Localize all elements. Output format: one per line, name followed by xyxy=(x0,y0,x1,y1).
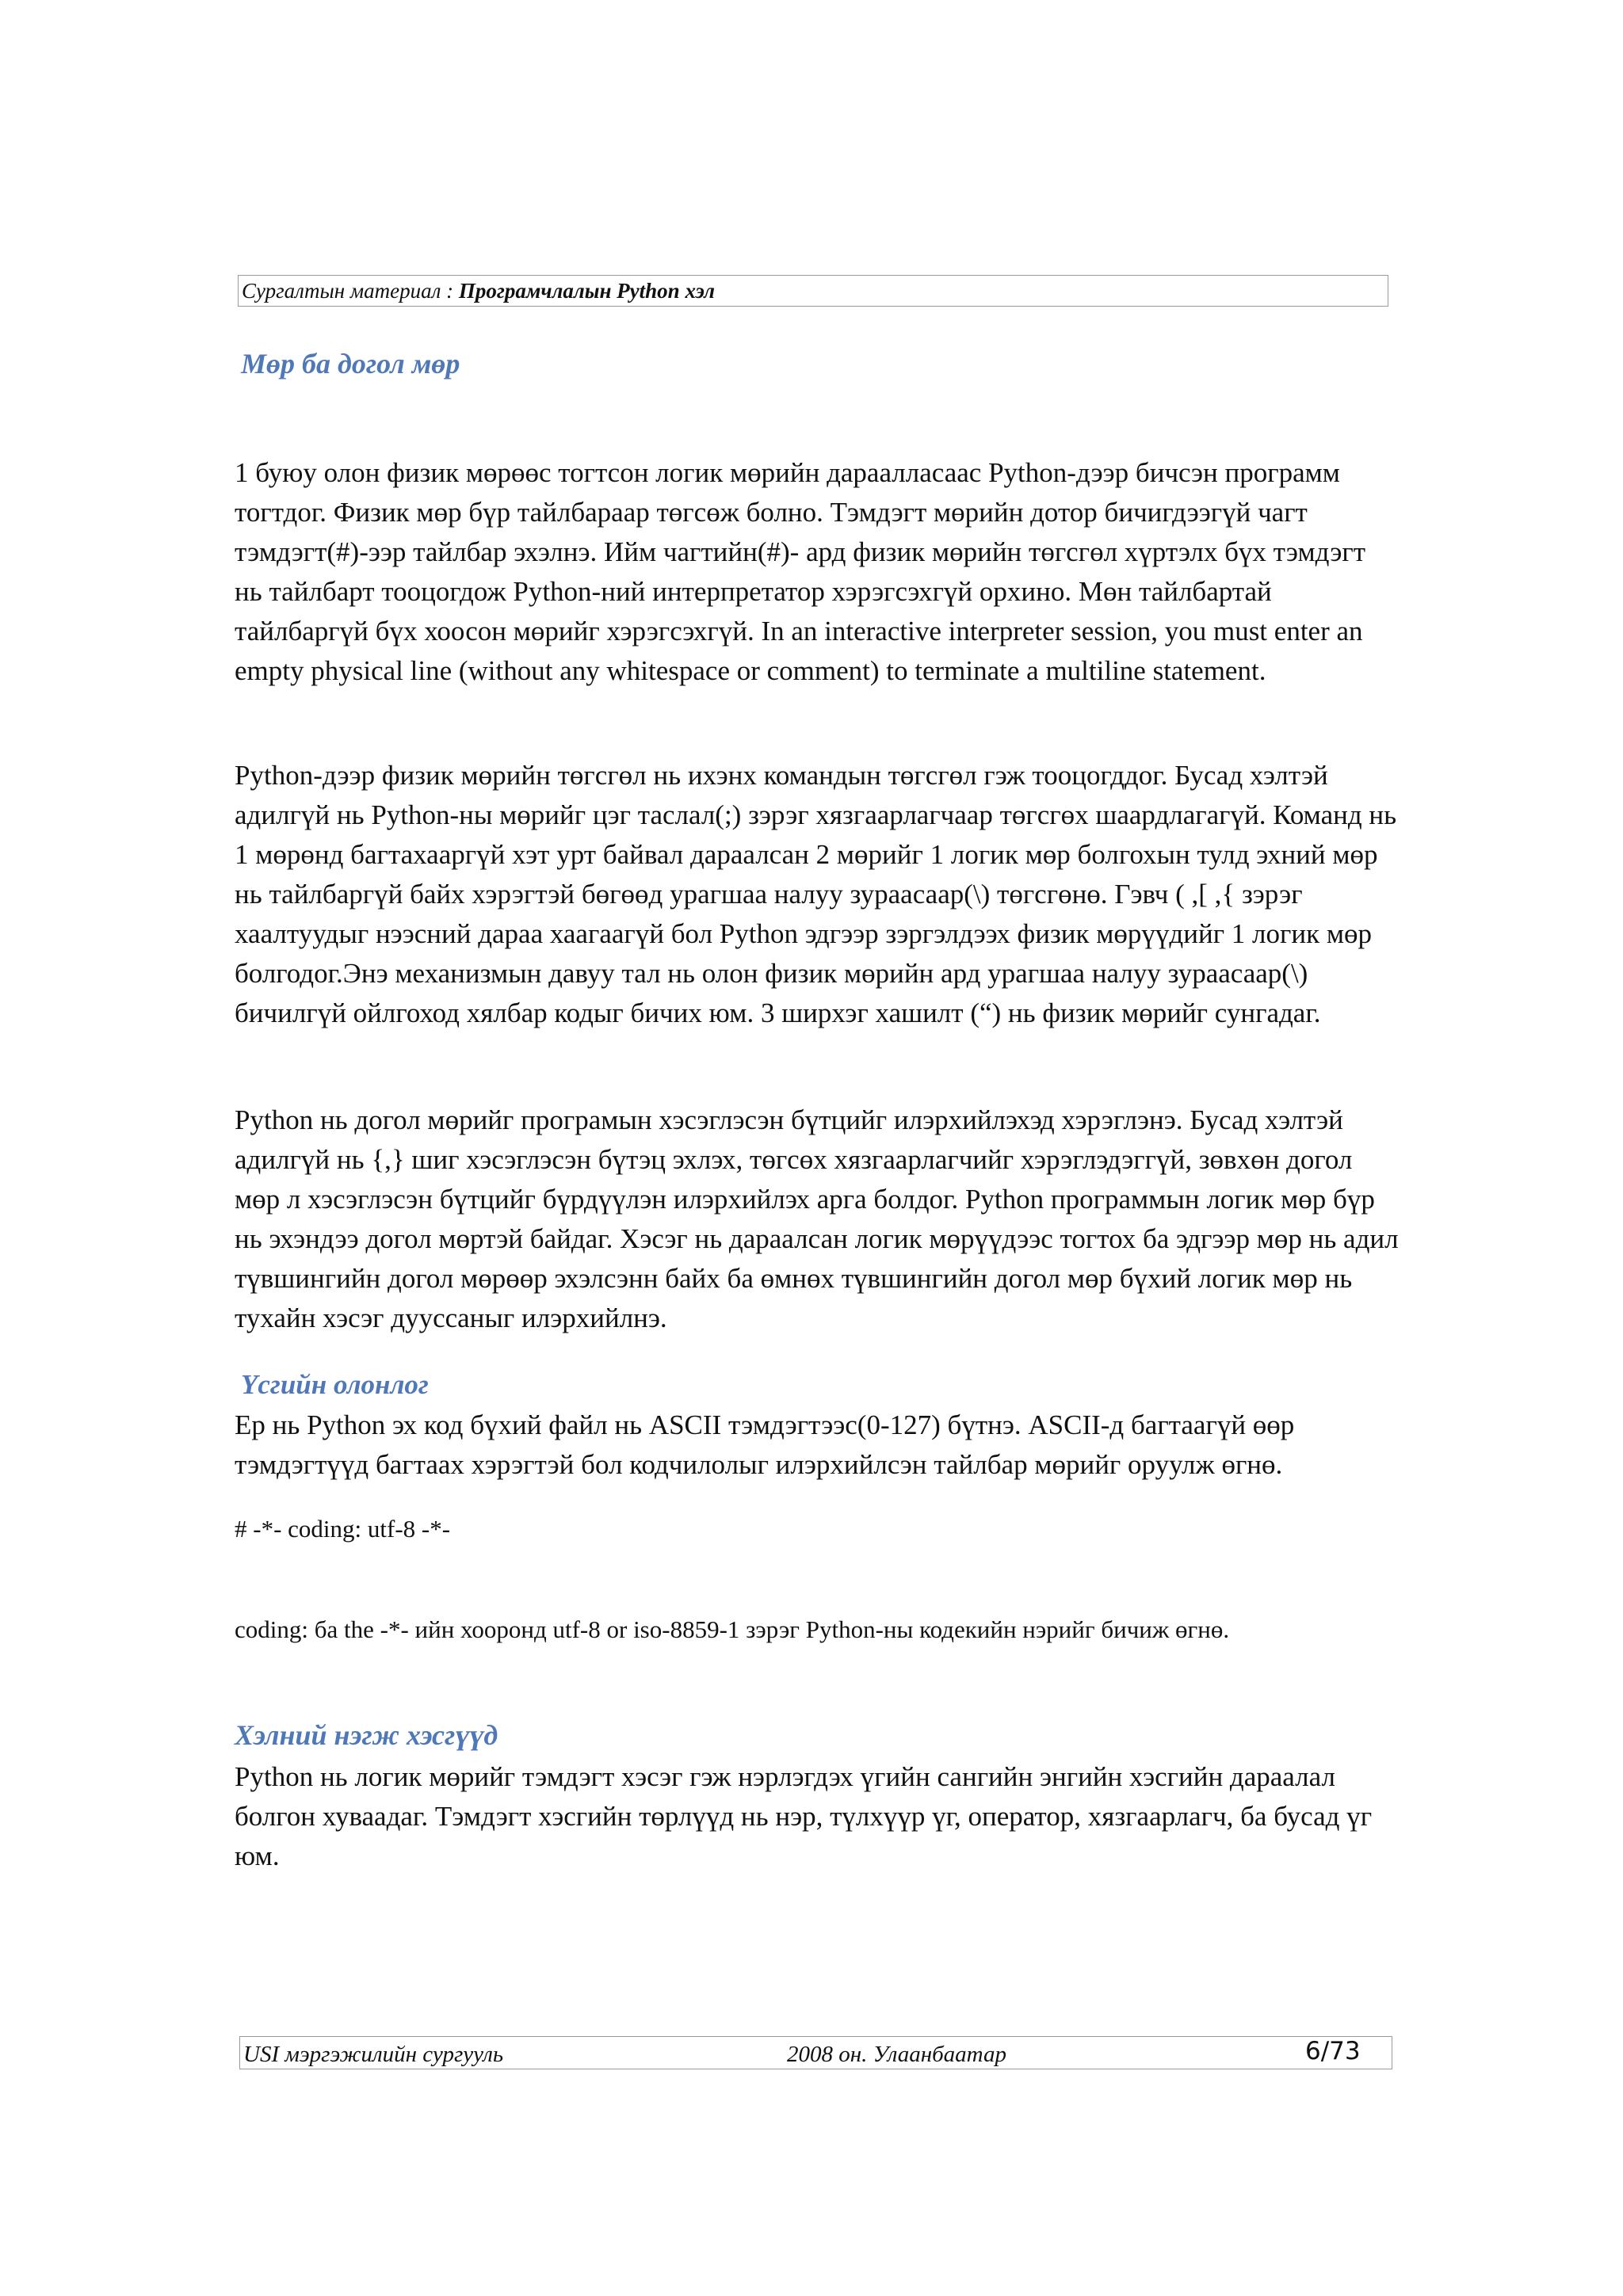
paragraph-indentation-blocks: Python нь догол мөрийг програмын хэсэглэсэн бүтцийг илэрхийлэхэд хэрэглэнэ. Бусад хэлтэй адилгүй нь {,} шиг хэсэглэсэн бүтэц эхлэх, төгсөх хязгаарлагчийг хэрэглэдэггүй, зөвхөн догол мөр л хэсэглэсэн бүтцийг бүрдүүлэн илэрхийлэх арга болдог. Python программын логик мөр бүр нь эхэндээ догол мөртэй байдаг. Хэсэг нь дараалсан логик мөрүүдээс тогтох ба эдгээр мөр нь адил түвшингийн догол мөрөөр эхэлсэнн байх ба өмнөх түвшингийн догол мөр бүхий логик мөр нь тухайн хэсэг дуусcаныг илэрхийлнэ. xyxy=(235,1104,1399,1333)
section-heading-lines-indentation: Мөр ба догол мөр xyxy=(241,348,460,379)
paragraph-codec-name: coding: ба the -*- ийн хооронд utf-8 or iso-8859-1 зэрэг Python-ны кодекийн нэрийг бичиж өгнө. xyxy=(235,1615,1230,1643)
paragraph-tokens: Python нь логик мөрийг тэмдэгт хэсэг гэж нэрлэгдэх үгийн сангийн энгийн хэсгийн дараалал болгон хуваадаг. Тэмдэгт хэсгийн төрлүүд нь нэр, түлхүүр үг, оператор, хязгаарлагч, ба бусад үг юм. xyxy=(235,1761,1373,1871)
page-footer xyxy=(239,2036,1392,2069)
paragraph-physical-logical-lines: 1 буюу олон физик мөрөөс тогтсон логик мөрийн дараалласаас Python-дээр бичсэн программ тогтдог. Физик мөр бүр тайлбараар төгсөж болно. Тэмдэгт мөрийн дотор бичигдээгүй чагт тэмдэгт(#)-ээр тайлбар эхэлнэ. Ийм чагтийн(#)- ард физик мөрийн төгсгөл хүртэлх бүх тэмдэгт нь тайлбарт тооцогдож Python-ний интерпретатор хэрэгсэхгүй орхино. Мөн тайлбартай тайлбаргүй бүх хоосон мөрийг хэрэгсэхгүй. In an interactive interpreter session, you must enter an empty physical line (without any whitespace or comment) to terminate a multiline statement. xyxy=(235,457,1366,686)
footer-place-year: 2008 он. Улаанбаатар xyxy=(787,2042,1006,2067)
header-prefix: Сургалтын материал : xyxy=(242,279,459,303)
paragraph-line-termination: Python-дээр физик мөрийн төгсгөл нь ихэнх командын төгсгөл гэж тооцогддог. Бусад хэлтэй адилгүй нь Python-ны мөрийг цэг таслал(;) зэрэг хязгаарлагчаар төгсгөх шаардлагагүй. Команд нь 1 мөрөнд багтахааргүй хэт урт байвал дараалсан 2 мөрийг 1 логик мөр болгохын тулд эхний мөр нь тайлбаргүй байх хэрэгтэй бөгөөд урагшаа налуу зураасаар(\) төгсгөнө. Гэвч ( ,[ ,{ зэрэг хаалтуудыг нээсний дараа хаагаагүй бол Python эдгээр зэргэлдээх физик мөрүүдийг 1 логик мөр болгодог.Энэ механизмын давуу тал нь олон физик мөрийн ард урагшаа налуу зураасаар(\) бичилгүй ойлгоход хялбар кодыг бичих юм. 3 ширхэг хашилт (“) нь физик мөрийг сунгадаг. xyxy=(235,760,1397,1028)
header-title: Програмчлалын Python хэл xyxy=(458,279,715,303)
paragraph-ascii-encoding: Ер нь Python эх код бүхий файл нь ASCII тэмдэгтээс(0-127) бүтнэ. ASCII-д багтаагүй өөр тэмдэгтүүд багтаах хэрэгтэй бол кодчилолыг илэрхийлсэн тайлбар мөрийг оруулж өгнө. xyxy=(235,1409,1295,1480)
section-heading-character-set: Үсгийн олонлог xyxy=(241,1369,429,1400)
page-header xyxy=(238,275,1388,307)
footer-page-number: 6/73 xyxy=(1305,2037,1361,2065)
footer-school: USI мэргэжилийн сургууль xyxy=(243,2042,504,2067)
section-heading-tokens: Хэлний нэгж хэсгүүд xyxy=(235,1719,498,1751)
code-coding-declaration: # -*- coding: utf-8 -*- xyxy=(235,1515,451,1543)
